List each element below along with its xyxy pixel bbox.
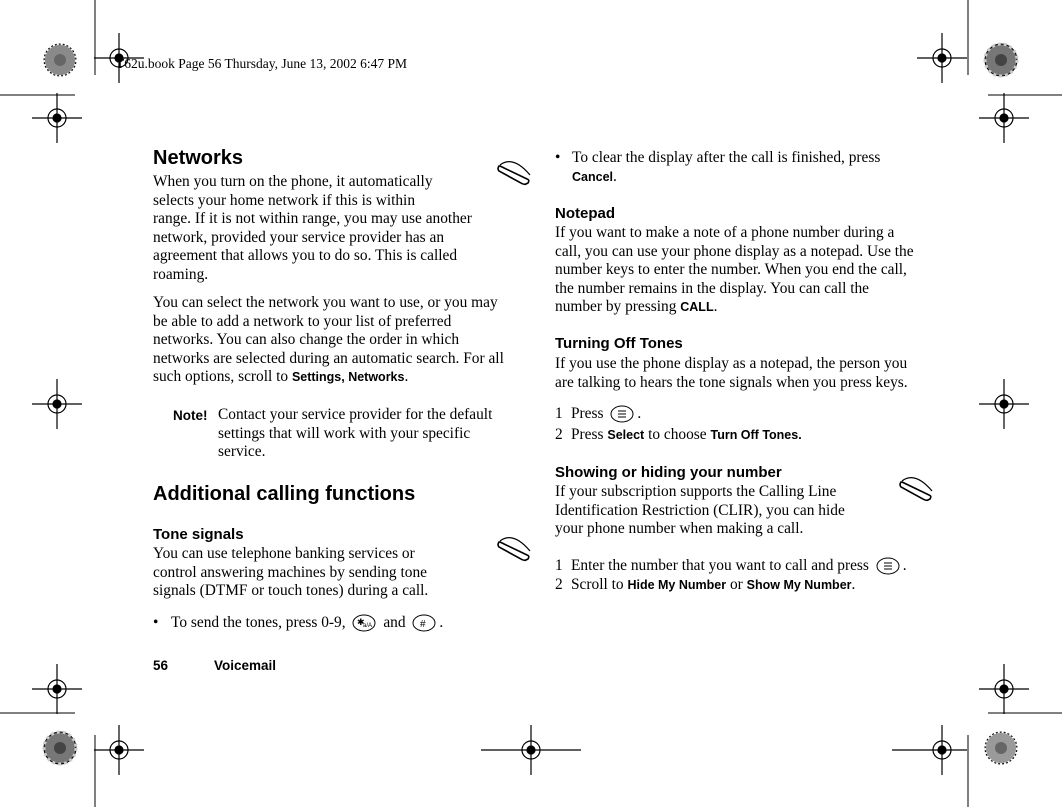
text-fragment: Scroll to bbox=[571, 576, 624, 593]
text-fragment: . bbox=[637, 405, 642, 422]
footer-section: Voicemail bbox=[214, 658, 277, 673]
svg-text:✱: ✱ bbox=[357, 617, 366, 628]
text-line: your phone number when making a call. bbox=[555, 520, 804, 538]
text-line: service. bbox=[218, 443, 266, 461]
text-fragment: . bbox=[439, 614, 444, 631]
note-label: Note! bbox=[173, 408, 208, 423]
text-fragment: to choose bbox=[648, 426, 707, 443]
step-1 bbox=[555, 405, 641, 424]
phone-icon bbox=[899, 472, 935, 502]
menu-path: Settings, Networks bbox=[291, 370, 405, 385]
menu-option: Hide My Number bbox=[627, 578, 727, 592]
step-2 bbox=[555, 426, 802, 445]
text-line: control answering machines by sending tone bbox=[153, 563, 427, 581]
text-line: range. If it is not within range, you may use another bbox=[153, 210, 472, 228]
text-line: number keys to enter the number. When you end the call, bbox=[555, 261, 907, 279]
hash-key-icon bbox=[411, 614, 437, 632]
tone-signals-heading: Tone signals bbox=[153, 526, 244, 543]
text-line bbox=[555, 168, 880, 187]
text-line: signals (DTMF or touch tones) during a call. bbox=[153, 582, 429, 600]
text-fragment: Press bbox=[571, 405, 604, 422]
text-line: settings that will work with your specific bbox=[218, 424, 471, 442]
text-line: network, provided your service provider has an bbox=[153, 228, 445, 246]
text-line: the number remains in the display. You can call the bbox=[555, 279, 870, 297]
text-fragment: To clear the display after the call is finished, press bbox=[572, 149, 881, 166]
text-line: be able to add a network to your list of preferred bbox=[153, 312, 452, 330]
text-fragment: or bbox=[729, 576, 743, 593]
text-line: You can select the network you want to use, or you may bbox=[153, 294, 498, 311]
clear-bullet bbox=[555, 149, 880, 186]
text-line: selects your home network if this is within bbox=[153, 191, 416, 209]
menu-key-icon bbox=[609, 405, 635, 423]
text-line: You can use telephone banking services or bbox=[153, 545, 415, 562]
key-name: CALL bbox=[680, 300, 714, 315]
notepad-heading: Notepad bbox=[555, 205, 615, 222]
showing-step-2 bbox=[555, 576, 855, 595]
tone-bullet: • To send the tones, press 0-9, ✱ a/A and # . bbox=[153, 614, 444, 631]
page-number: 56 bbox=[153, 658, 169, 673]
showing-step-1 bbox=[555, 557, 907, 576]
menu-key-icon bbox=[875, 557, 901, 575]
step-number: 1 bbox=[555, 405, 563, 422]
text-line: If you use the phone display as a notepad, the person you bbox=[555, 355, 908, 372]
menu-path: Turn Off Tones. bbox=[710, 428, 802, 442]
networks-paragraph-1 bbox=[153, 173, 472, 285]
text-fragment: . bbox=[404, 368, 409, 386]
text-line: networks. You can also change the order in which bbox=[153, 331, 460, 349]
text-line: Identification Restriction (CLIR), you can hide bbox=[555, 501, 845, 519]
notepad-paragraph bbox=[555, 224, 914, 317]
text-line: are talking to hears the tone signals when you press keys. bbox=[555, 373, 908, 391]
text-fragment: Enter the number that you want to call and press bbox=[571, 557, 869, 574]
text-line: If you want to make a note of a phone number during a bbox=[555, 224, 895, 241]
key-name: Cancel bbox=[572, 169, 613, 184]
text-fragment: . bbox=[851, 576, 856, 593]
text-line bbox=[153, 368, 504, 387]
text-fragment: such options, scroll to bbox=[153, 368, 292, 386]
networks-heading: Networks bbox=[153, 147, 244, 169]
step-number: 2 bbox=[555, 426, 563, 443]
showing-hiding-heading: Showing or hiding your number bbox=[555, 464, 782, 481]
text-line: • To clear the display after the call is finished, press bbox=[555, 149, 881, 166]
text-line: roaming. bbox=[153, 265, 209, 283]
tone-signals-paragraph bbox=[153, 545, 428, 601]
text-line: agreement that allows you to do so. This is called bbox=[153, 247, 458, 265]
text-fragment: . bbox=[613, 167, 617, 185]
text-line: call, you can use your phone display as a notepad. Use the bbox=[555, 242, 914, 260]
svg-text:#: # bbox=[420, 619, 426, 631]
menu-option: Show My Number bbox=[746, 578, 852, 592]
text-fragment: Press bbox=[571, 426, 604, 443]
star-key-icon bbox=[351, 614, 377, 632]
showing-hiding-paragraph bbox=[555, 483, 845, 539]
phone-icon bbox=[497, 532, 533, 562]
note-text bbox=[218, 406, 492, 462]
text-line: When you turn on the phone, it automatically bbox=[153, 173, 433, 190]
turning-off-tones-paragraph bbox=[555, 355, 908, 392]
text-line: If your subscription supports the Calling Line bbox=[555, 483, 837, 500]
networks-paragraph-2 bbox=[153, 294, 504, 387]
turning-off-tones-heading: Turning Off Tones bbox=[555, 335, 683, 352]
text-line: Contact your service provider for the default bbox=[218, 406, 493, 423]
text-fragment: number by pressing bbox=[555, 298, 681, 316]
step-number: 1 bbox=[555, 557, 563, 574]
phone-icon bbox=[497, 156, 533, 186]
text-fragment: . bbox=[902, 557, 907, 574]
text-line: networks are selected during an automatic search. For all bbox=[153, 349, 504, 367]
text-fragment: and bbox=[383, 614, 406, 631]
key-name: Select bbox=[607, 428, 645, 442]
text-line bbox=[555, 298, 914, 317]
file-stamp: T62u.book Page 56 Thursday, June 13, 2002 6:47 PM bbox=[116, 56, 407, 71]
step-number: 2 bbox=[555, 576, 563, 593]
registration-mark-icon bbox=[32, 33, 1029, 775]
text-fragment: . bbox=[713, 298, 718, 316]
text-fragment: To send the tones, press 0-9, bbox=[171, 614, 346, 631]
additional-heading: Additional calling functions bbox=[153, 483, 416, 505]
svg-text:a/A: a/A bbox=[363, 623, 373, 630]
